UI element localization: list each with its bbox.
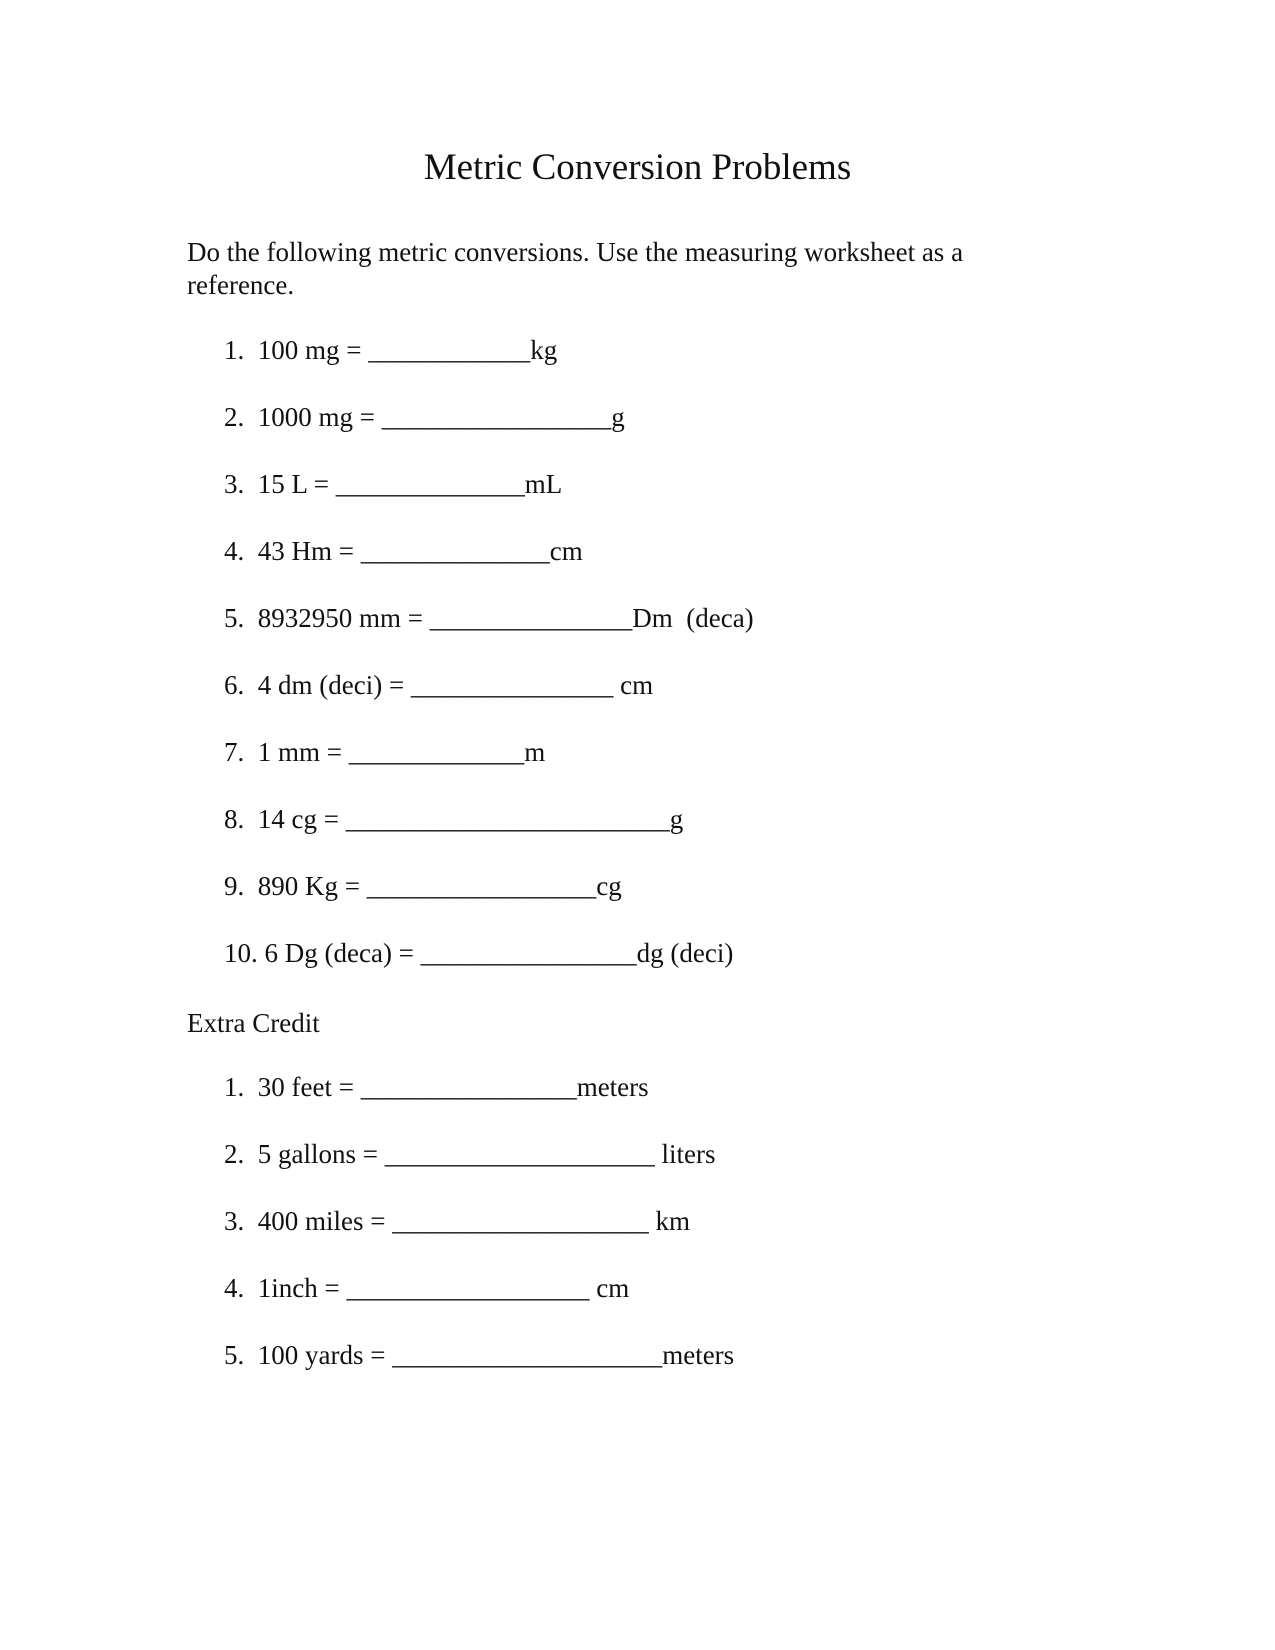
extra-credit-item-2: 2. 5 gallons = ____________________ liters: [224, 1139, 716, 1169]
extra-credit-item-4: 4. 1inch = __________________ cm: [224, 1273, 630, 1303]
problem-item-4: 4. 43 Hm = ______________cm: [224, 536, 583, 566]
extra-credit-heading: Extra Credit: [187, 1008, 320, 1038]
problem-item-2: 2. 1000 mg = _________________g: [224, 402, 625, 432]
extra-credit-list: [224, 1070, 734, 1405]
problem-item-7: 7. 1 mm = _____________m: [224, 737, 546, 767]
page-title: Metric Conversion Problems: [423, 147, 852, 188]
extra-credit-item-5: 5. 100 yards = ____________________meters: [224, 1340, 735, 1370]
problem-list: [224, 333, 754, 1003]
extra-credit-item-1: 1. 30 feet = ________________meters: [224, 1072, 649, 1102]
problem-item-3: 3. 15 L = ______________mL: [224, 469, 563, 499]
problem-item-5: 5. 8932950 mm = _______________Dm (deca): [224, 603, 754, 633]
problem-item-1: 1. 100 mg = ____________kg: [224, 335, 558, 365]
extra-credit-item-3: 3. 400 miles = ___________________ km: [224, 1206, 690, 1236]
instructions-paragraph: Do the following metric conversions. Use the measuring worksheet as a reference.: [187, 237, 964, 300]
problem-item-6: 6. 4 dm (deci) = _______________ cm: [224, 670, 654, 700]
problem-item-10: 10. 6 Dg (deca) = ________________dg (deci): [224, 938, 734, 968]
problem-item-8: 8. 14 cg = ________________________g: [224, 804, 684, 834]
problem-item-9: 9. 890 Kg = _________________cg: [224, 871, 622, 901]
